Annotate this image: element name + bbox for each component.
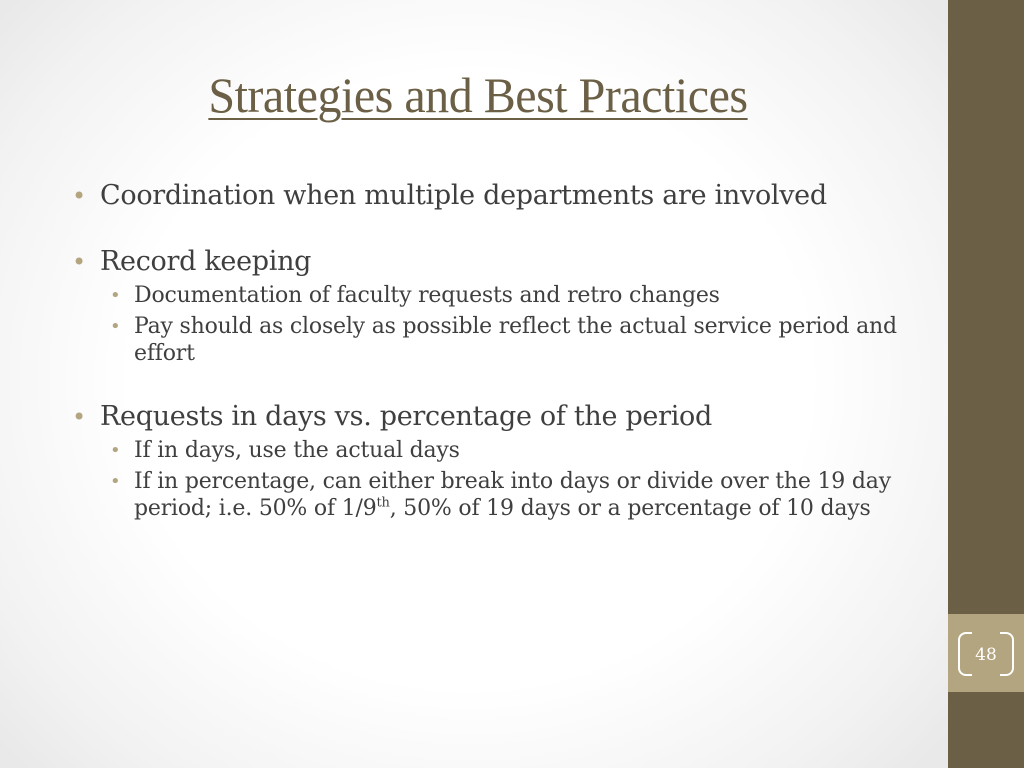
bullet-text: Coordination when multiple departments are involved [100, 180, 827, 211]
sub-bullet-icon: • [110, 471, 121, 492]
page-number-box [948, 614, 1024, 692]
bullet-icon: • [72, 182, 86, 210]
sub-bullet-text-after: , 50% of 19 days or a percentage of 10 days [389, 496, 871, 521]
slide-content [72, 180, 902, 522]
sub-bullet-icon: • [110, 285, 121, 306]
slide-title: Strategies and Best Practices [208, 67, 748, 123]
sub-bullet-text-before: If in percentage, can either break into days or divide over the 19 day period; i.e. 50% of 1/9 [134, 469, 891, 521]
bullet-record-keeping [72, 246, 902, 278]
superscript-th: th [376, 495, 390, 511]
sub-bullet-text [134, 469, 891, 521]
bullet-requests [72, 401, 902, 433]
sub-bullet-icon: • [110, 316, 121, 337]
bullet-text: Record keeping [100, 246, 312, 277]
sub-bullet-documentation [72, 282, 902, 309]
sub-bullet-pay [72, 313, 902, 367]
bullet-text: Requests in days vs. percentage of the period [100, 401, 712, 432]
sub-bullet-text: If in days, use the actual days [134, 438, 460, 463]
sub-bullet-icon: • [110, 440, 121, 461]
bullet-coordination [72, 180, 902, 212]
sub-bullet-text: Pay should as closely as possible reflect the actual service period and effort [134, 314, 897, 366]
sub-bullet-percentage [72, 468, 902, 522]
page-number: 48 [975, 645, 997, 665]
bullet-icon: • [72, 248, 86, 276]
sub-bullet-days [72, 437, 902, 464]
sub-bullet-text: Documentation of faculty requests and retro changes [134, 283, 720, 308]
bullet-icon: • [72, 403, 86, 431]
